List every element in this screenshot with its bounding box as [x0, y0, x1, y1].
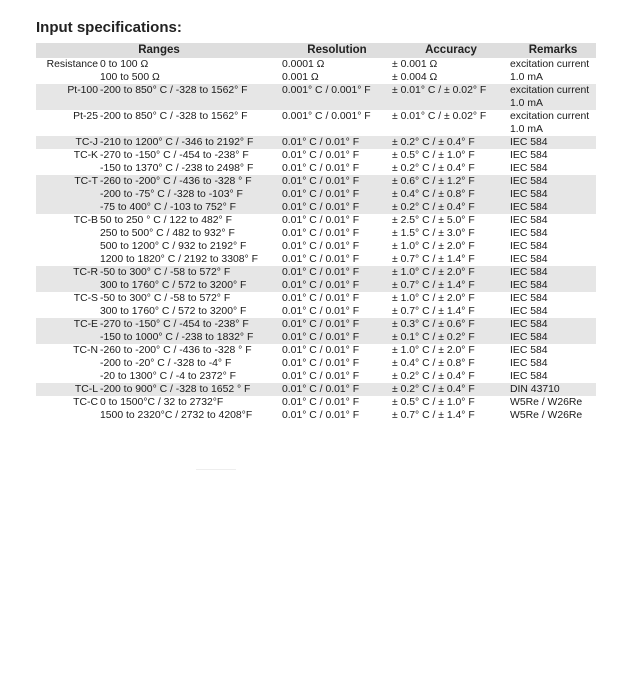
spec-table: [36, 43, 596, 422]
table-body: [36, 58, 596, 422]
accuracy-cell: ± 1.5° C / ± 3.0° F: [392, 228, 475, 239]
remarks-cell: IEC 584: [510, 293, 548, 304]
sensor-cell: Pt-100: [36, 84, 100, 97]
accuracy-cell: ± 0.4° C / ± 0.8° F: [392, 358, 475, 369]
remarks-cell: IEC 584: [510, 371, 548, 382]
sensor-cell: [36, 71, 100, 84]
accuracy-cell: ± 0.7° C / ± 1.4° F: [392, 306, 475, 317]
resolution-cell: 0.001° C / 0.001° F: [282, 84, 392, 97]
accuracy-cell: ± 0.7° C / ± 1.4° F: [392, 279, 510, 292]
sensor-cell: [36, 331, 100, 344]
accuracy-cell: ± 0.2° C / ± 0.4° F: [392, 371, 475, 382]
table-row: [36, 292, 596, 305]
page-title: Input specifications:: [36, 19, 182, 36]
table-row: [36, 201, 596, 214]
sensor-cell: TC-C: [73, 397, 98, 408]
accuracy-cell: ± 0.01° C / ± 0.02° F: [392, 84, 510, 97]
sensor-cell: [36, 370, 100, 383]
resolution-cell: 0.01° C / 0.01° F: [282, 266, 392, 279]
accuracy-cell: [392, 123, 510, 136]
accuracy-cell: ± 1.0° C / ± 2.0° F: [392, 241, 475, 252]
accuracy-cell: ± 0.001 Ω: [392, 59, 438, 70]
table-row: [36, 58, 596, 71]
range-cell: -260 to -200° C / -436 to -328 ° F: [100, 175, 282, 188]
remarks-cell: excitation current: [510, 84, 596, 97]
range-cell: -260 to -200° C / -436 to -328 ° F: [100, 345, 252, 356]
accuracy-cell: ± 0.2° C / ± 0.4° F: [392, 383, 510, 396]
sensor-cell: [36, 279, 100, 292]
table-row: [36, 331, 596, 344]
table-row: [36, 136, 596, 149]
remarks-cell: excitation current: [510, 111, 590, 122]
range-cell: [100, 97, 282, 110]
range-cell: [100, 123, 282, 136]
remarks-cell: IEC 584: [510, 215, 548, 226]
resolution-cell: 0.01° C / 0.01° F: [282, 306, 360, 317]
sensor-cell: TC-E: [36, 318, 100, 331]
resolution-cell: 0.01° C / 0.01° F: [282, 163, 360, 174]
sensor-cell: [36, 227, 100, 240]
accuracy-cell: ± 1.0° C / ± 2.0° F: [392, 345, 475, 356]
range-cell: -270 to -150° C / -454 to -238° F: [100, 150, 249, 161]
remarks-cell: IEC 584: [510, 318, 596, 331]
table-row: [36, 71, 596, 84]
resolution-cell: [282, 123, 392, 136]
header-remarks: Remarks: [510, 43, 596, 58]
range-cell: 0 to 1500°C / 32 to 2732°F: [100, 397, 224, 408]
range-cell: -150 to 1370° C / -238 to 2498° F: [100, 163, 254, 174]
table-row: [36, 84, 596, 97]
remarks-cell: IEC 584: [510, 358, 548, 369]
table-row: [36, 110, 596, 123]
sensor-cell: [36, 123, 100, 136]
remarks-cell: IEC 584: [510, 331, 596, 344]
remarks-cell: IEC 584: [510, 175, 596, 188]
remarks-cell: IEC 584: [510, 136, 596, 149]
accuracy-cell: ± 1.0° C / ± 2.0° F: [392, 293, 475, 304]
table-row: [36, 370, 596, 383]
remarks-cell: 1.0 mA: [510, 124, 543, 135]
accuracy-cell: ± 0.2° C / ± 0.4° F: [392, 201, 510, 214]
range-cell: -270 to -150° C / -454 to -238° F: [100, 318, 282, 331]
accuracy-cell: ± 0.004 Ω: [392, 72, 438, 83]
sensor-cell: [36, 240, 100, 253]
resolution-cell: 0.01° C / 0.01° F: [282, 397, 360, 408]
sensor-cell: TC-T: [36, 175, 100, 188]
resolution-cell: 0.01° C / 0.01° F: [282, 345, 360, 356]
range-cell: -50 to 300° C / -58 to 572° F: [100, 266, 282, 279]
remarks-cell: IEC 584: [510, 279, 596, 292]
header-ranges: Ranges: [36, 43, 282, 58]
resolution-cell: 0.0001 Ω: [282, 59, 325, 70]
resolution-cell: 0.01° C / 0.01° F: [282, 136, 392, 149]
range-cell: -200 to 850° C / -328 to 1562° F: [100, 111, 248, 122]
sensor-cell: TC-J: [36, 136, 100, 149]
range-cell: -200 to -75° C / -328 to -103° F: [100, 188, 282, 201]
resolution-cell: 0.01° C / 0.01° F: [282, 150, 360, 161]
header-accuracy: Accuracy: [392, 43, 510, 58]
resolution-cell: 0.01° C / 0.01° F: [282, 228, 360, 239]
sensor-cell: TC-L: [36, 383, 100, 396]
remarks-cell: IEC 584: [510, 345, 548, 356]
resolution-cell: 0.01° C / 0.01° F: [282, 383, 392, 396]
resolution-cell: 0.01° C / 0.01° F: [282, 201, 392, 214]
accuracy-cell: ± 0.1° C / ± 0.2° F: [392, 331, 510, 344]
range-cell: 1200 to 1820° C / 2192 to 3308° F: [100, 254, 258, 265]
remarks-cell: IEC 584: [510, 150, 548, 161]
sensor-cell: [36, 305, 100, 318]
resolution-cell: 0.01° C / 0.01° F: [282, 293, 360, 304]
resolution-cell: 0.01° C / 0.01° F: [282, 279, 392, 292]
resolution-cell: [282, 97, 392, 110]
sensor-cell: [36, 409, 100, 422]
scan-artifact: [196, 469, 236, 470]
table-row: [36, 318, 596, 331]
resolution-cell: 0.01° C / 0.01° F: [282, 371, 360, 382]
table-row: [36, 175, 596, 188]
table-row: [36, 266, 596, 279]
remarks-cell: DIN 43710: [510, 383, 596, 396]
accuracy-cell: ± 0.5° C / ± 1.0° F: [392, 397, 475, 408]
sensor-cell: [36, 253, 100, 266]
resolution-cell: 0.01° C / 0.01° F: [282, 254, 360, 265]
table-row: [36, 409, 596, 422]
range-cell: -200 to 850° C / -328 to 1562° F: [100, 84, 282, 97]
range-cell: -75 to 400° C / -103 to 752° F: [100, 201, 282, 214]
sensor-cell: TC-B: [73, 215, 98, 226]
accuracy-cell: ± 0.7° C / ± 1.4° F: [392, 254, 475, 265]
table-row: [36, 279, 596, 292]
resolution-cell: 0.001 Ω: [282, 72, 319, 83]
sensor-cell: TC-S: [73, 293, 98, 304]
range-cell: 100 to 500 Ω: [100, 72, 160, 83]
table-row: [36, 123, 596, 136]
remarks-cell: IEC 584: [510, 254, 548, 265]
remarks-cell: W5Re / W26Re: [510, 410, 583, 421]
sensor-cell: TC-K: [73, 150, 98, 161]
resolution-cell: 0.01° C / 0.01° F: [282, 331, 392, 344]
accuracy-cell: [392, 97, 510, 110]
sensor-cell: TC-R: [36, 266, 100, 279]
accuracy-cell: ± 0.01° C / ± 0.02° F: [392, 111, 487, 122]
accuracy-cell: ± 2.5° C / ± 5.0° F: [392, 215, 475, 226]
range-cell: -200 to -20° C / -328 to -4° F: [100, 358, 232, 369]
sensor-cell: Resistance: [46, 59, 98, 70]
resolution-cell: 0.01° C / 0.01° F: [282, 188, 392, 201]
sensor-cell: [36, 201, 100, 214]
range-cell: -210 to 1200° C / -346 to 2192° F: [100, 136, 282, 149]
resolution-cell: 0.01° C / 0.01° F: [282, 358, 360, 369]
remarks-cell: excitation current: [510, 59, 590, 70]
range-cell: 500 to 1200° C / 932 to 2192° F: [100, 241, 247, 252]
range-cell: 300 to 1760° C / 572 to 3200° F: [100, 306, 247, 317]
accuracy-cell: ± 0.6° C / ± 1.2° F: [392, 175, 510, 188]
table-row: [36, 357, 596, 370]
table-row: [36, 97, 596, 110]
range-cell: 300 to 1760° C / 572 to 3200° F: [100, 279, 282, 292]
table-header-row: [36, 43, 596, 58]
accuracy-cell: ± 0.7° C / ± 1.4° F: [392, 410, 475, 421]
remarks-cell: W5Re / W26Re: [510, 397, 583, 408]
accuracy-cell: ± 0.3° C / ± 0.6° F: [392, 318, 510, 331]
accuracy-cell: ± 0.5° C / ± 1.0° F: [392, 150, 475, 161]
accuracy-cell: ± 0.4° C / ± 0.8° F: [392, 188, 510, 201]
table-row: [36, 253, 596, 266]
resolution-cell: 0.01° C / 0.01° F: [282, 175, 392, 188]
table-row: [36, 214, 596, 227]
remarks-cell: IEC 584: [510, 201, 596, 214]
range-cell: 0 to 100 Ω: [100, 59, 149, 70]
remarks-cell: IEC 584: [510, 266, 596, 279]
table-row: [36, 149, 596, 162]
remarks-cell: IEC 584: [510, 241, 548, 252]
range-cell: 250 to 500° C / 482 to 932° F: [100, 228, 235, 239]
sensor-cell: [36, 97, 100, 110]
remarks-cell: IEC 584: [510, 306, 548, 317]
remarks-cell: IEC 584: [510, 188, 596, 201]
range-cell: -200 to 900° C / -328 to 1652 ° F: [100, 383, 282, 396]
accuracy-cell: ± 1.0° C / ± 2.0° F: [392, 266, 510, 279]
table-row: [36, 227, 596, 240]
remarks-cell: IEC 584: [510, 163, 548, 174]
range-cell: -50 to 300° C / -58 to 572° F: [100, 293, 231, 304]
table-row: [36, 305, 596, 318]
resolution-cell: 0.01° C / 0.01° F: [282, 318, 392, 331]
sensor-cell: Pt-25: [73, 111, 98, 122]
accuracy-cell: ± 0.2° C / ± 0.4° F: [392, 163, 475, 174]
accuracy-cell: ± 0.2° C / ± 0.4° F: [392, 136, 510, 149]
remarks-cell: 1.0 mA: [510, 72, 543, 83]
table-row: [36, 188, 596, 201]
range-cell: -20 to 1300° C / -4 to 2372° F: [100, 371, 236, 382]
range-cell: 50 to 250 ° C / 122 to 482° F: [100, 215, 232, 226]
header-resolution: Resolution: [282, 43, 392, 58]
table-row: [36, 240, 596, 253]
table-row: [36, 162, 596, 175]
resolution-cell: 0.01° C / 0.01° F: [282, 410, 360, 421]
sensor-cell: [36, 357, 100, 370]
range-cell: -150 to 1000° C / -238 to 1832° F: [100, 331, 282, 344]
table-row: [36, 396, 596, 409]
resolution-cell: 0.01° C / 0.01° F: [282, 241, 360, 252]
range-cell: 1500 to 2320°C / 2732 to 4208°F: [100, 410, 253, 421]
sensor-cell: [36, 162, 100, 175]
resolution-cell: 0.001° C / 0.001° F: [282, 111, 371, 122]
table-row: [36, 344, 596, 357]
remarks-cell: IEC 584: [510, 228, 548, 239]
sensor-cell: TC-N: [73, 345, 98, 356]
resolution-cell: 0.01° C / 0.01° F: [282, 215, 360, 226]
sensor-cell: [36, 188, 100, 201]
table-row: [36, 383, 596, 396]
remarks-cell: 1.0 mA: [510, 97, 596, 110]
